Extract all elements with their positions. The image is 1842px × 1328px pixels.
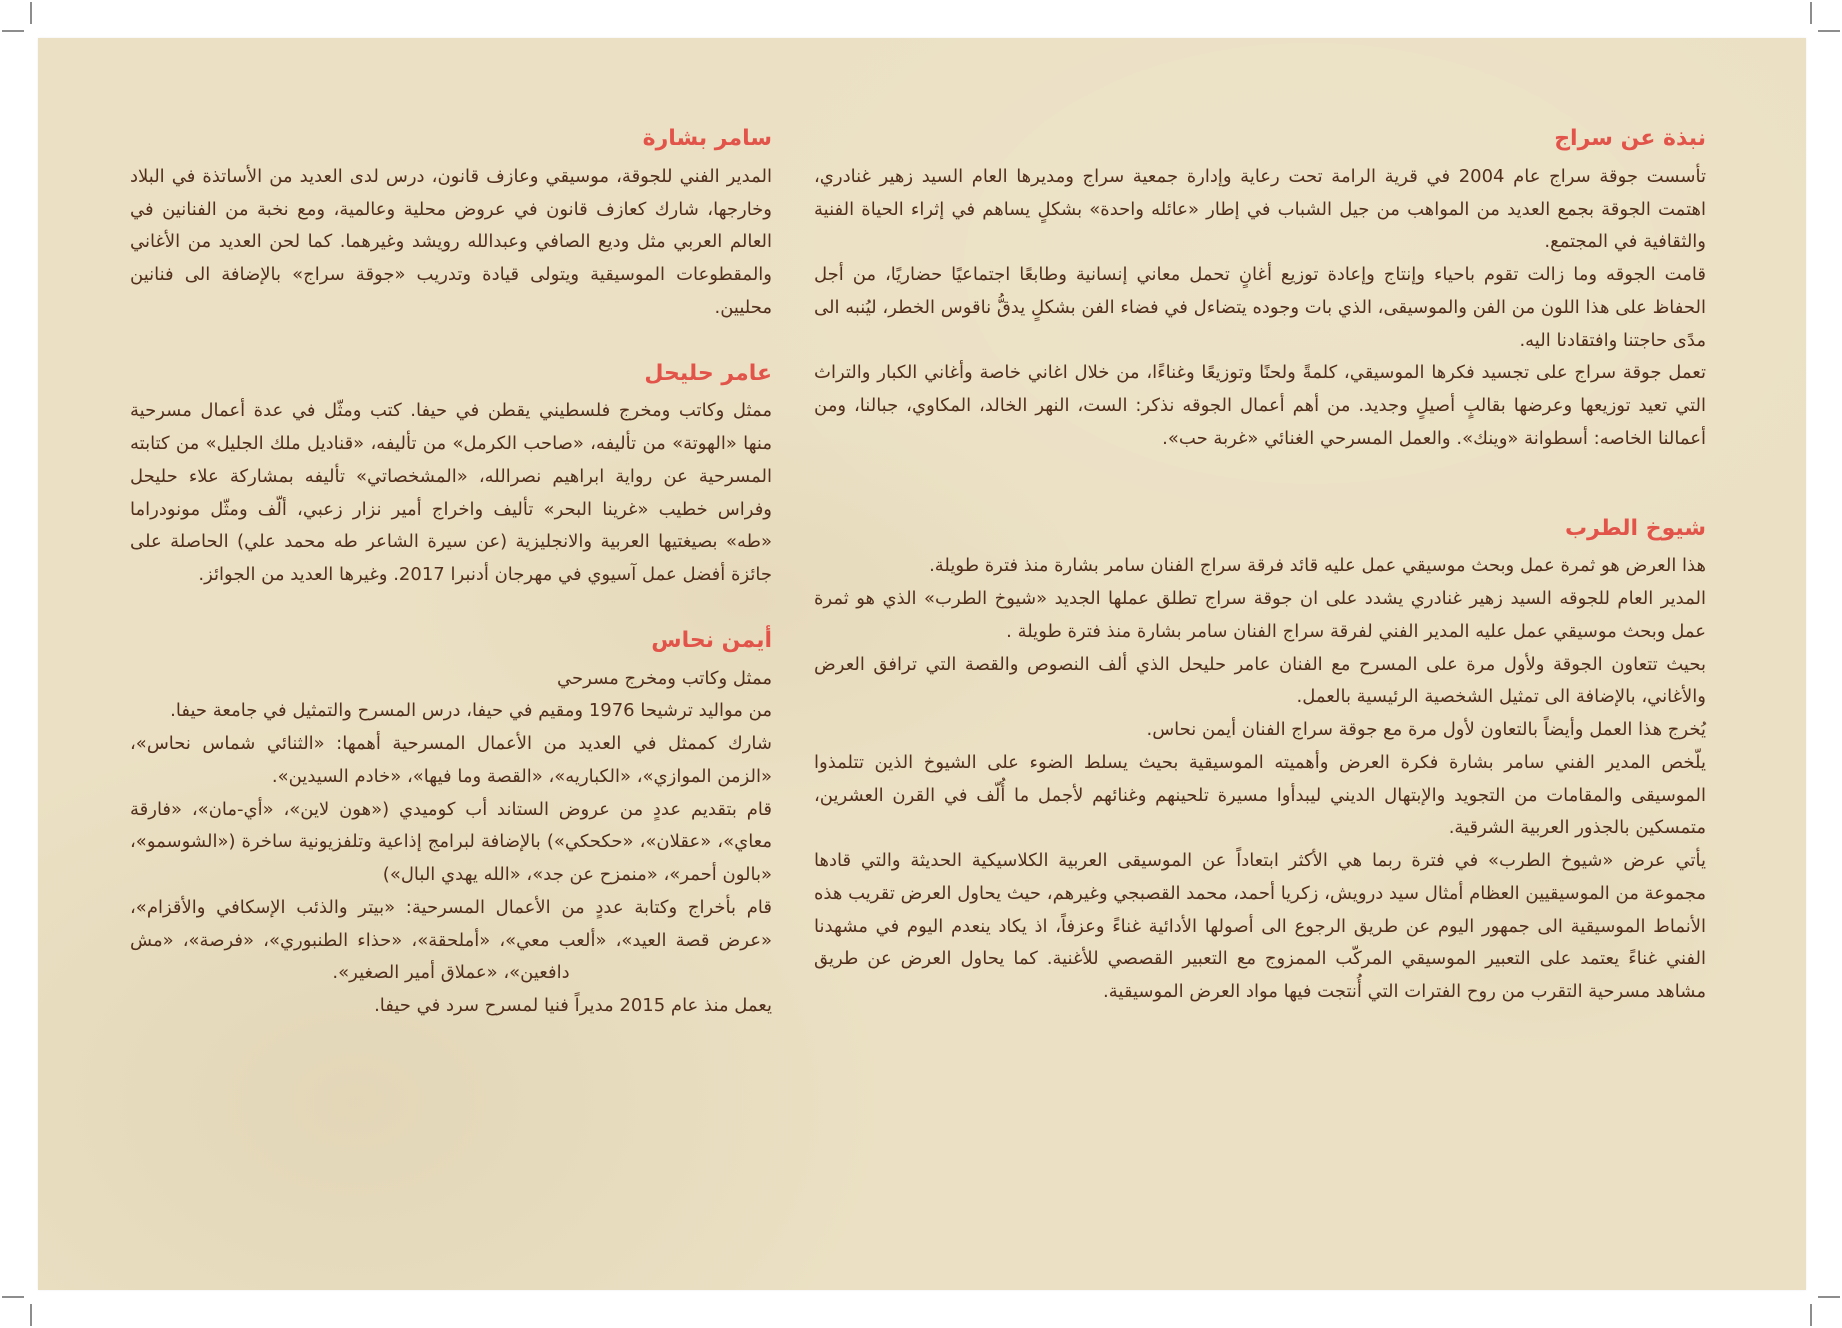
paper [38,38,1806,1290]
paragraph: ممثل وكاتب ومخرج مسرحي [557,667,772,689]
paragraph: المدير العام للجوقه السيد زهير غنادري يشدد على ان جوقة سراج تطلق عملها الجديد «شيوخ الطرب» الذي هو ثمرة عمل وبحث موسيقي عمل عليه المدير الفني لفرقة سراج الفنان سامر بشارة منذ فترة طويلة . [814,588,1706,642]
section-about-siraj [814,124,1706,456]
paragraph: المدير الفني للجوقة، موسيقي وعازف قانون، درس لدى العديد من الأساتذة في البلاد وخارجها، شارك كعازف قانون في عروض محلية وعالمية، ومع نخبة من الفنانين في العالم العربي مثل وديع الصافي وعبدالله رويشد وغيرهما. كما لحن العديد من الأغاني والمقطوعات الموسيقية ويتولى قيادة وتدريب «جوقة سراج» بالإضافة الى فنانين محليين. [130,165,772,318]
section-heading-ayman-nahas: أيمن نحاس [651,627,772,653]
paragraph: تأسست جوقة سراج عام 2004 في قرية الرامة تحت رعاية وإدارة جمعية سراج ومديرها العام السيد زهير غنادري، اهتمت الجوقة بجمع العديد من المواهب من جيل الشباب في إطار «عائله واحدة» بشكلٍ يساهم في إثراء الحياة الفنية والثقافية في المجتمع. [814,165,1706,253]
paragraph: يُخرج هذا العمل وأيضاً بالتعاون لأول مرة مع جوقة سراج الفنان أيمن نحاس. [1146,719,1706,741]
section-samer-bishara [130,124,772,325]
crop-mark-top-left-horizontal [2,30,24,32]
paragraph: قام بتقديم عددٍ من عروض الستاند أب كوميدي («هون لاين»، «أي-مان»، «فارقة معاي»، «عقلان»، «حكحكي») بالإضافة لبرامج إذاعية وتلفزيونية ساخرة («الشوسمو»، «بالون أحمر»، «منمزح عن جد»، «الله يهدي البال») [130,798,772,886]
crop-mark-top-right-horizontal [1818,30,1840,32]
crop-mark-bottom-right-vertical [1810,1304,1812,1326]
crop-mark-bottom-left-horizontal [2,1296,24,1298]
section-heading-amer-hlehel: عامر حليحل [644,360,772,386]
right-column [814,124,1706,1009]
section-heading-samer-bishara: سامر بشارة [642,126,772,151]
section-ayman-nahas [130,626,772,1023]
crop-mark-bottom-left-vertical [30,1304,32,1326]
crop-mark-bottom-right-horizontal [1818,1296,1840,1298]
paragraph: هذا العرض هو ثمرة عمل وبحث موسيقي عمل عليه قائد فرقة سراج الفنان سامر بشارة منذ فترة طويلة. [929,555,1706,577]
paragraph: بحيث تتعاون الجوقة ولأول مرة على المسرح مع الفنان عامر حليحل الذي ألف النصوص والقصة التي ترافق العرض والأغاني، بالإضافة الى تمثيل الشخصية الرئيسية بالعمل. [814,653,1706,708]
paragraph: يأتي عرض «شيوخ الطرب» في فترة ربما هي الأكثر ابتعاداً عن الموسيقى العربية الكلاسيكية الحديثة والتي قادها مجموعة من الموسيقيين العظام أمثال سيد درويش، زكريا أحمد، محمد القصبجي وغيرهم، حيث يحاول العرض تقريب هذه الأنماط الموسيقية الى جمهور اليوم عن طريق الرجوع الى أصولها الأدائية غناءً وعزفاً، اذ يكاد ينعدم اليوم في مشهدنا الفني غناءً يعتمد على التعبير الموسيقي المركّب الممزوج مع التعبير القصصي للأغنية. كما يحاول العرض عن طريق مشاهد مسرحية التقرب من روح الفترات التي أُنتجت فيها مواد العرض الموسيقية. [814,850,1706,1003]
paragraph: قامت الجوقه وما زالت تقوم باحياء وإنتاج وإعادة توزيع أغانٍ تحمل معاني إنسانية وطابعًا اجتماعيًا حضاريًا، من أجل الحفاظ على هذا اللون من الفن والموسيقى، الذي بات وجوده يتضاءل في فضاء الفن بشكلٍ يدقُّ ناقوس الخطر، ليُنبه الى مدًى حاجتنا وافتقادنا اليه. [814,264,1706,351]
paragraph: شارك كممثل في العديد من الأعمال المسرحية أهمها: «الثنائي شماس نحاس»، «الزمن الموازي»، «الكباريه»، «القصة وما فيها»، «خادم السيدين». [130,733,772,787]
paragraph: تعمل جوقة سراج على تجسيد فكرها الموسيقي، كلمةً ولحنًا وتوزيعًا وغناءًا، من خلال اغاني خاصة وأغاني الكبار والتراث التي تعيد توزيعها وعرضها بقالبٍ أصيلٍ وجديد. من أهم أعمال الجوقه نذكر: الست، النهر الخالد، المكاوي، جبالنا، ومن أعمالنا الخاصه: أسطوانة «وينك». والعمل المسرحي الغنائي «غربة حب». [814,362,1706,449]
section-heading-about-siraj: نبذة عن سراج [1554,126,1706,151]
section-shuyukh-al-tarab [814,514,1706,1009]
section-heading-shuyukh-al-tarab: شيوخ الطرب [1565,515,1706,541]
crop-mark-top-right-vertical [1810,2,1812,24]
left-column [130,124,772,1023]
paragraph: من مواليد ترشيحا 1976 ومقيم في حيفا، درس المسرح والتمثيل في جامعة حيفا. [170,700,772,722]
paragraph: قام بأخراج وكتابة عددٍ من الأعمال المسرحية: «بيتر والذئب الإسكافي والأقزام»، «عرض قصة العيد»، «ألعب معي»، «أملحقة»، «حذاء الطنبوري»، «فرصة»، «مش دافعين»، «عملاق أمير الصغير». [130,896,772,984]
paragraph: يلّخص المدير الفني سامر بشارة فكرة العرض وأهميته الموسيقية بحيث يسلط الضوء على الشيوخ الذين تتلمذوا الموسيقى والمقامات من التجويد والإبتهال الديني ليبدأوا مسيرة تلحينهم وغنائهم لأجمل ما أُلّف في القرن العشرين، متمسكين بالجذور العربية الشرقية. [814,751,1706,839]
section-amer-hlehel [130,359,772,592]
paragraph: يعمل منذ عام 2015 مديراً فنيا لمسرح سرد في حيفا. [374,995,772,1017]
crop-mark-top-left-vertical [30,2,32,24]
paragraph: ممثل وكاتب ومخرج فلسطيني يقطن في حيفا. كتب ومثّل في عدة أعمال مسرحية منها «الهوتة» من تأليفه، «صاحب الكرمل» من تأليفه، «قناديل ملك الجليل» من كتابته المسرحية عن رواية ابراهيم نصرالله، «المشخصاتي» تأليفه بمشاركة علاء حليحل وفراس خطيب «غرينا البحر» تأليف واخراج أمير نزار زعبي، ألّف ومثّل مونودراما «طه» بصيغتيها العربية والانجليزية (عن سيرة الشاعر طه محمد علي) الحاصلة على جائزة أفضل عمل آسيوي في مهرجان أدنبرا 2017. وغيرها العديد من الجوائز. [130,400,772,586]
